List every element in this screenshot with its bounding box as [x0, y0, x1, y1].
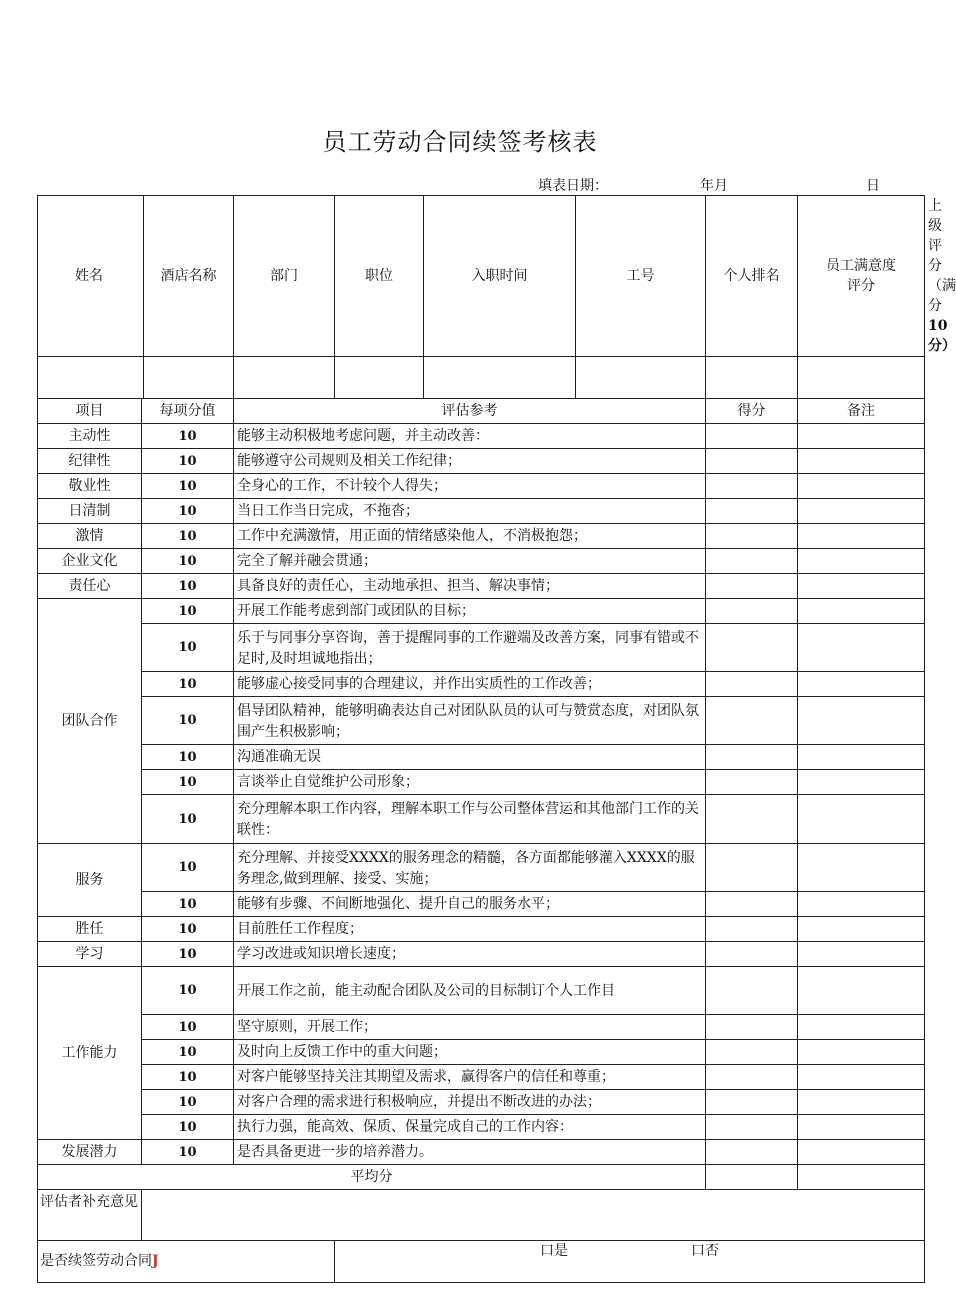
- item-reference: 言谈举止自觉维护公司形象；: [234, 770, 706, 795]
- criteria-row: [38, 574, 925, 599]
- criteria-row: [38, 524, 925, 549]
- score-cell[interactable]: [706, 917, 798, 942]
- note-cell[interactable]: [798, 1140, 925, 1165]
- item-label: 主动性: [38, 424, 142, 449]
- col-item: 项目: [38, 399, 142, 424]
- item-label-ability: 工作能力: [38, 967, 142, 1140]
- average-label: 平均分: [38, 1165, 706, 1190]
- score-cell[interactable]: [706, 1065, 798, 1090]
- page-title: 员工劳动合同续签考核表: [322, 128, 598, 156]
- item-value: 10: [142, 599, 234, 624]
- note-cell[interactable]: [798, 474, 925, 499]
- criteria-row: [38, 942, 925, 967]
- assessment-table: [37, 195, 956, 1283]
- average-note-cell[interactable]: [798, 1165, 925, 1190]
- note-cell[interactable]: [798, 1090, 925, 1115]
- note-cell[interactable]: [798, 745, 925, 770]
- item-value: 10: [142, 844, 234, 892]
- position-input-cell[interactable]: [335, 357, 424, 399]
- score-cell[interactable]: [706, 599, 798, 624]
- note-cell[interactable]: [798, 1015, 925, 1040]
- col-score: 得分: [706, 399, 798, 424]
- item-value: 10: [142, 1140, 234, 1165]
- note-cell[interactable]: [798, 917, 925, 942]
- item-reference: 开展工作之前，能主动配合团队及公司的目标制订个人工作目: [234, 967, 706, 1015]
- join-date-input-cell[interactable]: [424, 357, 576, 399]
- item-reference: 执行力强，能高效、保质、保量完成自己的工作内容：: [234, 1115, 706, 1140]
- criteria-row: [38, 892, 925, 917]
- item-reference: 对客户能够坚持关注其期望及需求，赢得客户的信任和尊重；: [234, 1065, 706, 1090]
- criteria-row: [38, 697, 925, 745]
- col-score-each: 每项分值: [142, 399, 234, 424]
- item-value: 10: [142, 549, 234, 574]
- item-reference: 沟通准确无误: [234, 745, 706, 770]
- item-value: 10: [142, 1065, 234, 1090]
- item-reference: 能够主动积极地考虑问题，并主动改善：: [234, 424, 706, 449]
- item-value: 10: [142, 524, 234, 549]
- item-value: 10: [142, 499, 234, 524]
- item-reference: 能够遵守公司规则及相关工作纪律；: [234, 449, 706, 474]
- score-cell[interactable]: [706, 524, 798, 549]
- comments-row: [38, 1190, 925, 1241]
- item-value: 10: [142, 1090, 234, 1115]
- header-emp-no: 工号: [576, 196, 706, 357]
- criteria-row: [38, 474, 925, 499]
- comments-input-cell[interactable]: [142, 1190, 925, 1241]
- item-value: 10: [142, 697, 234, 745]
- item-label: 激情: [38, 524, 142, 549]
- item-value: 10: [142, 795, 234, 844]
- header-position: 职位: [335, 196, 424, 357]
- dept-input-cell[interactable]: [234, 357, 335, 399]
- score-cell[interactable]: [706, 892, 798, 917]
- item-reference: 充分理解本职工作内容，理解本职工作与公司整体营运和其他部门工作的关联性：: [234, 795, 706, 844]
- note-cell[interactable]: [798, 599, 925, 624]
- criteria-header-row: [38, 399, 925, 424]
- note-cell[interactable]: [798, 449, 925, 474]
- item-reference: 全身心的工作，不计较个人得失；: [234, 474, 706, 499]
- item-value: 10: [142, 745, 234, 770]
- item-reference: 学习改进或知识增长速度；: [234, 942, 706, 967]
- criteria-row: [38, 424, 925, 449]
- item-reference: 是否具备更进一步的培养潜力。: [234, 1140, 706, 1165]
- criteria-row: [38, 844, 925, 892]
- score-cell[interactable]: [706, 449, 798, 474]
- criteria-row: [38, 1140, 925, 1165]
- score-cell[interactable]: [706, 1090, 798, 1115]
- note-cell[interactable]: [798, 624, 925, 672]
- item-label: 发展潜力: [38, 1140, 142, 1165]
- criteria-row: [38, 795, 925, 844]
- item-reference: 当日工作当日完成，不拖沓；: [234, 499, 706, 524]
- item-value: 10: [142, 574, 234, 599]
- item-reference: 开展工作能考虑到部门或团队的目标；: [234, 599, 706, 624]
- item-reference: 目前胜任工作程度；: [234, 917, 706, 942]
- score-cell[interactable]: [706, 795, 798, 844]
- note-cell[interactable]: [798, 424, 925, 449]
- criteria-row: [38, 672, 925, 697]
- note-cell[interactable]: [798, 574, 925, 599]
- item-reference: 能够虚心接受同事的合理建议，并作出实质性的工作改善；: [234, 672, 706, 697]
- score-cell[interactable]: [706, 942, 798, 967]
- renew-yes-option[interactable]: 口是: [540, 1243, 568, 1259]
- info-input-row: [38, 357, 925, 399]
- note-cell[interactable]: [798, 672, 925, 697]
- item-label-service: 服务: [38, 844, 142, 917]
- note-cell[interactable]: [798, 524, 925, 549]
- item-reference: 坚守原则，开展工作；: [234, 1015, 706, 1040]
- item-value: 10: [142, 1115, 234, 1140]
- item-reference: 能够有步骤、不间断地强化、提升自己的服务水平；: [234, 892, 706, 917]
- item-value: 10: [142, 1015, 234, 1040]
- renew-label: 是否续签劳动合同: [40, 1253, 152, 1269]
- header-rank: 个人排名: [706, 196, 798, 357]
- renew-row: [38, 1241, 925, 1283]
- renew-label-cell: [38, 1241, 335, 1283]
- emp-no-input-cell[interactable]: [576, 357, 706, 399]
- item-value: 10: [142, 770, 234, 795]
- criteria-row: [38, 745, 925, 770]
- criteria-row: [38, 1040, 925, 1065]
- comments-label: 评估者补充意见: [38, 1190, 142, 1241]
- item-label: 企业文化: [38, 549, 142, 574]
- score-cell[interactable]: [706, 672, 798, 697]
- note-cell[interactable]: [798, 844, 925, 892]
- score-cell[interactable]: [706, 549, 798, 574]
- header-name: 姓名: [38, 196, 144, 357]
- item-value: 10: [142, 892, 234, 917]
- score-cell[interactable]: [706, 1115, 798, 1140]
- item-value: 10: [142, 942, 234, 967]
- name-input-cell[interactable]: [38, 357, 144, 399]
- score-cell[interactable]: [706, 745, 798, 770]
- criteria-row: [38, 449, 925, 474]
- score-cell[interactable]: [706, 697, 798, 745]
- score-cell[interactable]: [706, 770, 798, 795]
- score-cell[interactable]: [706, 1140, 798, 1165]
- criteria-row: [38, 624, 925, 672]
- note-cell[interactable]: [798, 942, 925, 967]
- item-value: 10: [142, 624, 234, 672]
- note-cell[interactable]: [798, 967, 925, 1015]
- score-cell[interactable]: [706, 624, 798, 672]
- item-reference: 对客户合理的需求进行积极响应，并提出不断改进的办法；: [234, 1090, 706, 1115]
- criteria-row: [38, 1065, 925, 1090]
- item-value: 10: [142, 672, 234, 697]
- satisfaction-input-cell[interactable]: [798, 357, 925, 399]
- item-value: 10: [142, 1040, 234, 1065]
- item-label: 学习: [38, 942, 142, 967]
- item-label-team: 团队合作: [38, 599, 142, 844]
- info-header-row: 姓名 酒店名称 部门 职位 入职时间 工号 个人排名 员工满意度 评分 上级评分（满分 10分）: [38, 196, 925, 357]
- item-reference: 乐于与同事分享咨询，善于提醒同事的工作避端及改善方案，同事有错或不足时,及时坦诚地指出；: [234, 624, 706, 672]
- item-label: 日清制: [38, 499, 142, 524]
- header-satisfaction: 员工满意度 评分: [798, 196, 925, 357]
- date-line: [0, 175, 920, 195]
- item-value: 10: [142, 967, 234, 1015]
- item-reference: 完全了解并融会贯通；: [234, 549, 706, 574]
- score-cell[interactable]: [706, 574, 798, 599]
- item-label: 责任心: [38, 574, 142, 599]
- month-label: 年月: [700, 178, 728, 194]
- item-reference: 及时向上反馈工作中的重大问题；: [234, 1040, 706, 1065]
- average-score-cell[interactable]: [706, 1165, 798, 1190]
- note-cell[interactable]: [798, 549, 925, 574]
- score-cell[interactable]: [706, 499, 798, 524]
- header-join-date: 入职时间: [424, 196, 576, 357]
- header-dept: 部门: [234, 196, 335, 357]
- hotel-input-cell[interactable]: [144, 357, 234, 399]
- item-value: 10: [142, 917, 234, 942]
- fill-date-label: 填表日期：: [538, 178, 608, 194]
- renew-mark: J: [152, 1253, 159, 1269]
- note-cell[interactable]: [798, 697, 925, 745]
- renew-no-option[interactable]: 口否: [691, 1243, 719, 1259]
- item-reference: 充分理解、并接受XXXX的服务理念的精髓，各方面都能够灌入XXXX的服务理念,做到理解、接受、实施；: [234, 844, 706, 892]
- item-label: 敬业性: [38, 474, 142, 499]
- day-label: 日: [866, 178, 880, 194]
- note-cell[interactable]: [798, 892, 925, 917]
- criteria-row: [38, 917, 925, 942]
- criteria-row: [38, 599, 925, 624]
- criteria-row: [38, 499, 925, 524]
- criteria-row: [38, 1115, 925, 1140]
- score-cell[interactable]: [706, 424, 798, 449]
- note-cell[interactable]: [798, 1115, 925, 1140]
- rank-input-cell[interactable]: [706, 357, 798, 399]
- criteria-row: [38, 1090, 925, 1115]
- note-cell[interactable]: [798, 770, 925, 795]
- header-hotel: 酒店名称: [144, 196, 234, 357]
- criteria-row: [38, 1015, 925, 1040]
- note-cell[interactable]: [798, 795, 925, 844]
- renew-options-cell: [335, 1241, 925, 1283]
- item-value: 10: [142, 474, 234, 499]
- item-label: 纪律性: [38, 449, 142, 474]
- col-reference: 评估参考: [234, 399, 706, 424]
- average-row: [38, 1165, 925, 1190]
- col-note: 备注: [798, 399, 925, 424]
- note-cell[interactable]: [798, 499, 925, 524]
- item-reference: 具备良好的责任心，主动地承担、担当、解决事情；: [234, 574, 706, 599]
- item-value: 10: [142, 449, 234, 474]
- criteria-row: [38, 770, 925, 795]
- note-cell[interactable]: [798, 1065, 925, 1090]
- item-reference: 工作中充满激情，用正面的情绪感染他人，不消极抱怨；: [234, 524, 706, 549]
- item-reference: 倡导团队精神，能够明确表达自己对团队队员的认可与赞赏态度，对团队氛围产生积极影响；: [234, 697, 706, 745]
- score-cell[interactable]: [706, 1040, 798, 1065]
- item-label: 胜任: [38, 917, 142, 942]
- score-cell[interactable]: [706, 844, 798, 892]
- score-cell[interactable]: [706, 474, 798, 499]
- criteria-row: [38, 967, 925, 1015]
- score-cell[interactable]: [706, 967, 798, 1015]
- score-cell[interactable]: [706, 1015, 798, 1040]
- note-cell[interactable]: [798, 1040, 925, 1065]
- criteria-row: [38, 549, 925, 574]
- item-value: 10: [142, 424, 234, 449]
